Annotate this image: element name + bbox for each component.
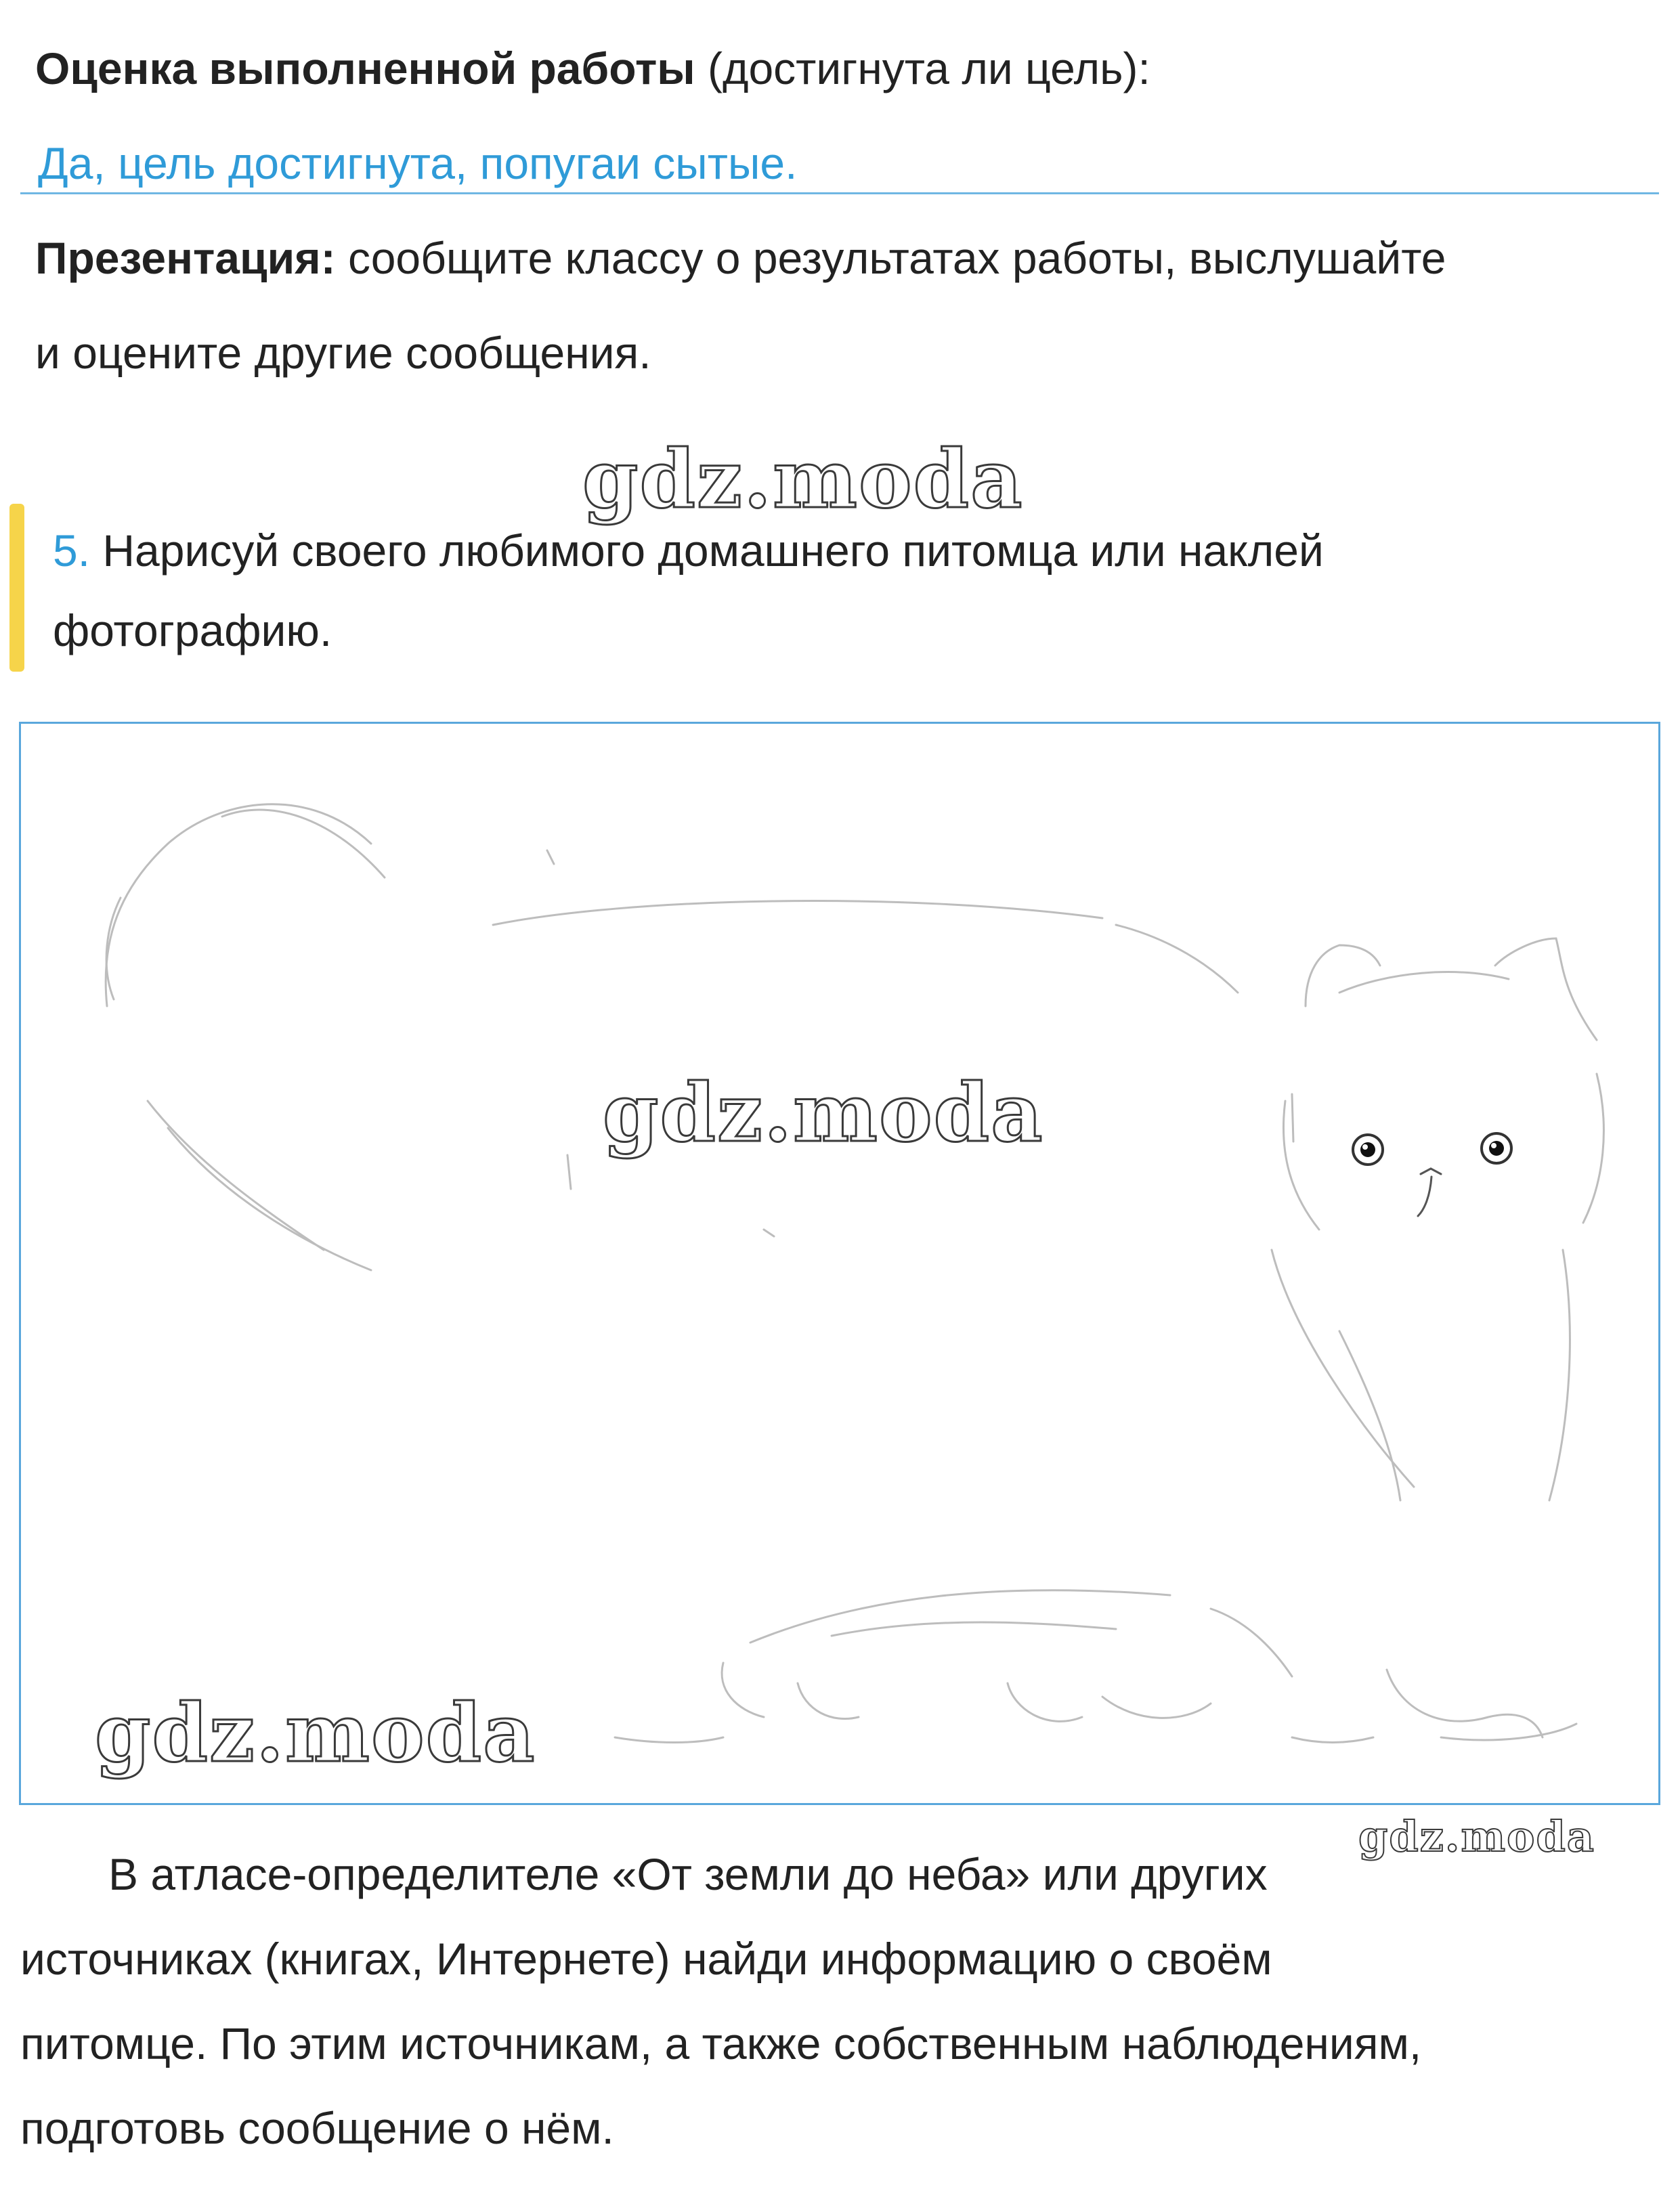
cat-sketch (19, 722, 1660, 1805)
presentation-label: Презентация: (35, 233, 336, 283)
info-line-4: подготовь сообщение о нём. (20, 2103, 614, 2153)
evaluation-rest: (достигнута ли цель): (695, 43, 1150, 93)
info-line-3: питомце. По этим источникам, а также собственным наблюдениям, (20, 2018, 1422, 2068)
watermark-bottom-right: gdz.moda (1358, 1812, 1595, 1861)
task5-line-2: фотографию. (53, 605, 332, 655)
info-line-2: источниках (книгах, Интернете) найди информацию о своём (20, 1934, 1272, 1984)
evaluation-label: Оценка выполненной работы (35, 43, 695, 93)
evaluation-line (35, 43, 1150, 93)
task5-line-1 (53, 525, 1324, 576)
presentation-text-1: сообщите классу о результатах работы, выслушайте (335, 233, 1446, 283)
cat-eyes (1353, 1133, 1511, 1165)
presentation-line-2: и оцените другие сообщения. (35, 328, 651, 378)
task5-number: 5. (53, 525, 91, 576)
task5-text-1: Нарисуй своего любимого домашнего питомца или наклей (90, 525, 1324, 576)
watermark-bottom-left: gdz.moda (95, 1686, 536, 1780)
watermark-top: gdz.moda (582, 432, 1024, 526)
answer-underline (20, 192, 1659, 194)
watermark-middle: gdz.moda (603, 1066, 1044, 1160)
info-line-1: В атласе-определителе «От земли до неба» или других (108, 1849, 1268, 1899)
presentation-line-1 (35, 233, 1446, 283)
evaluation-answer: Да, цель достигнута, попугаи сытые. (38, 138, 798, 188)
task-accent-bar (9, 504, 24, 672)
